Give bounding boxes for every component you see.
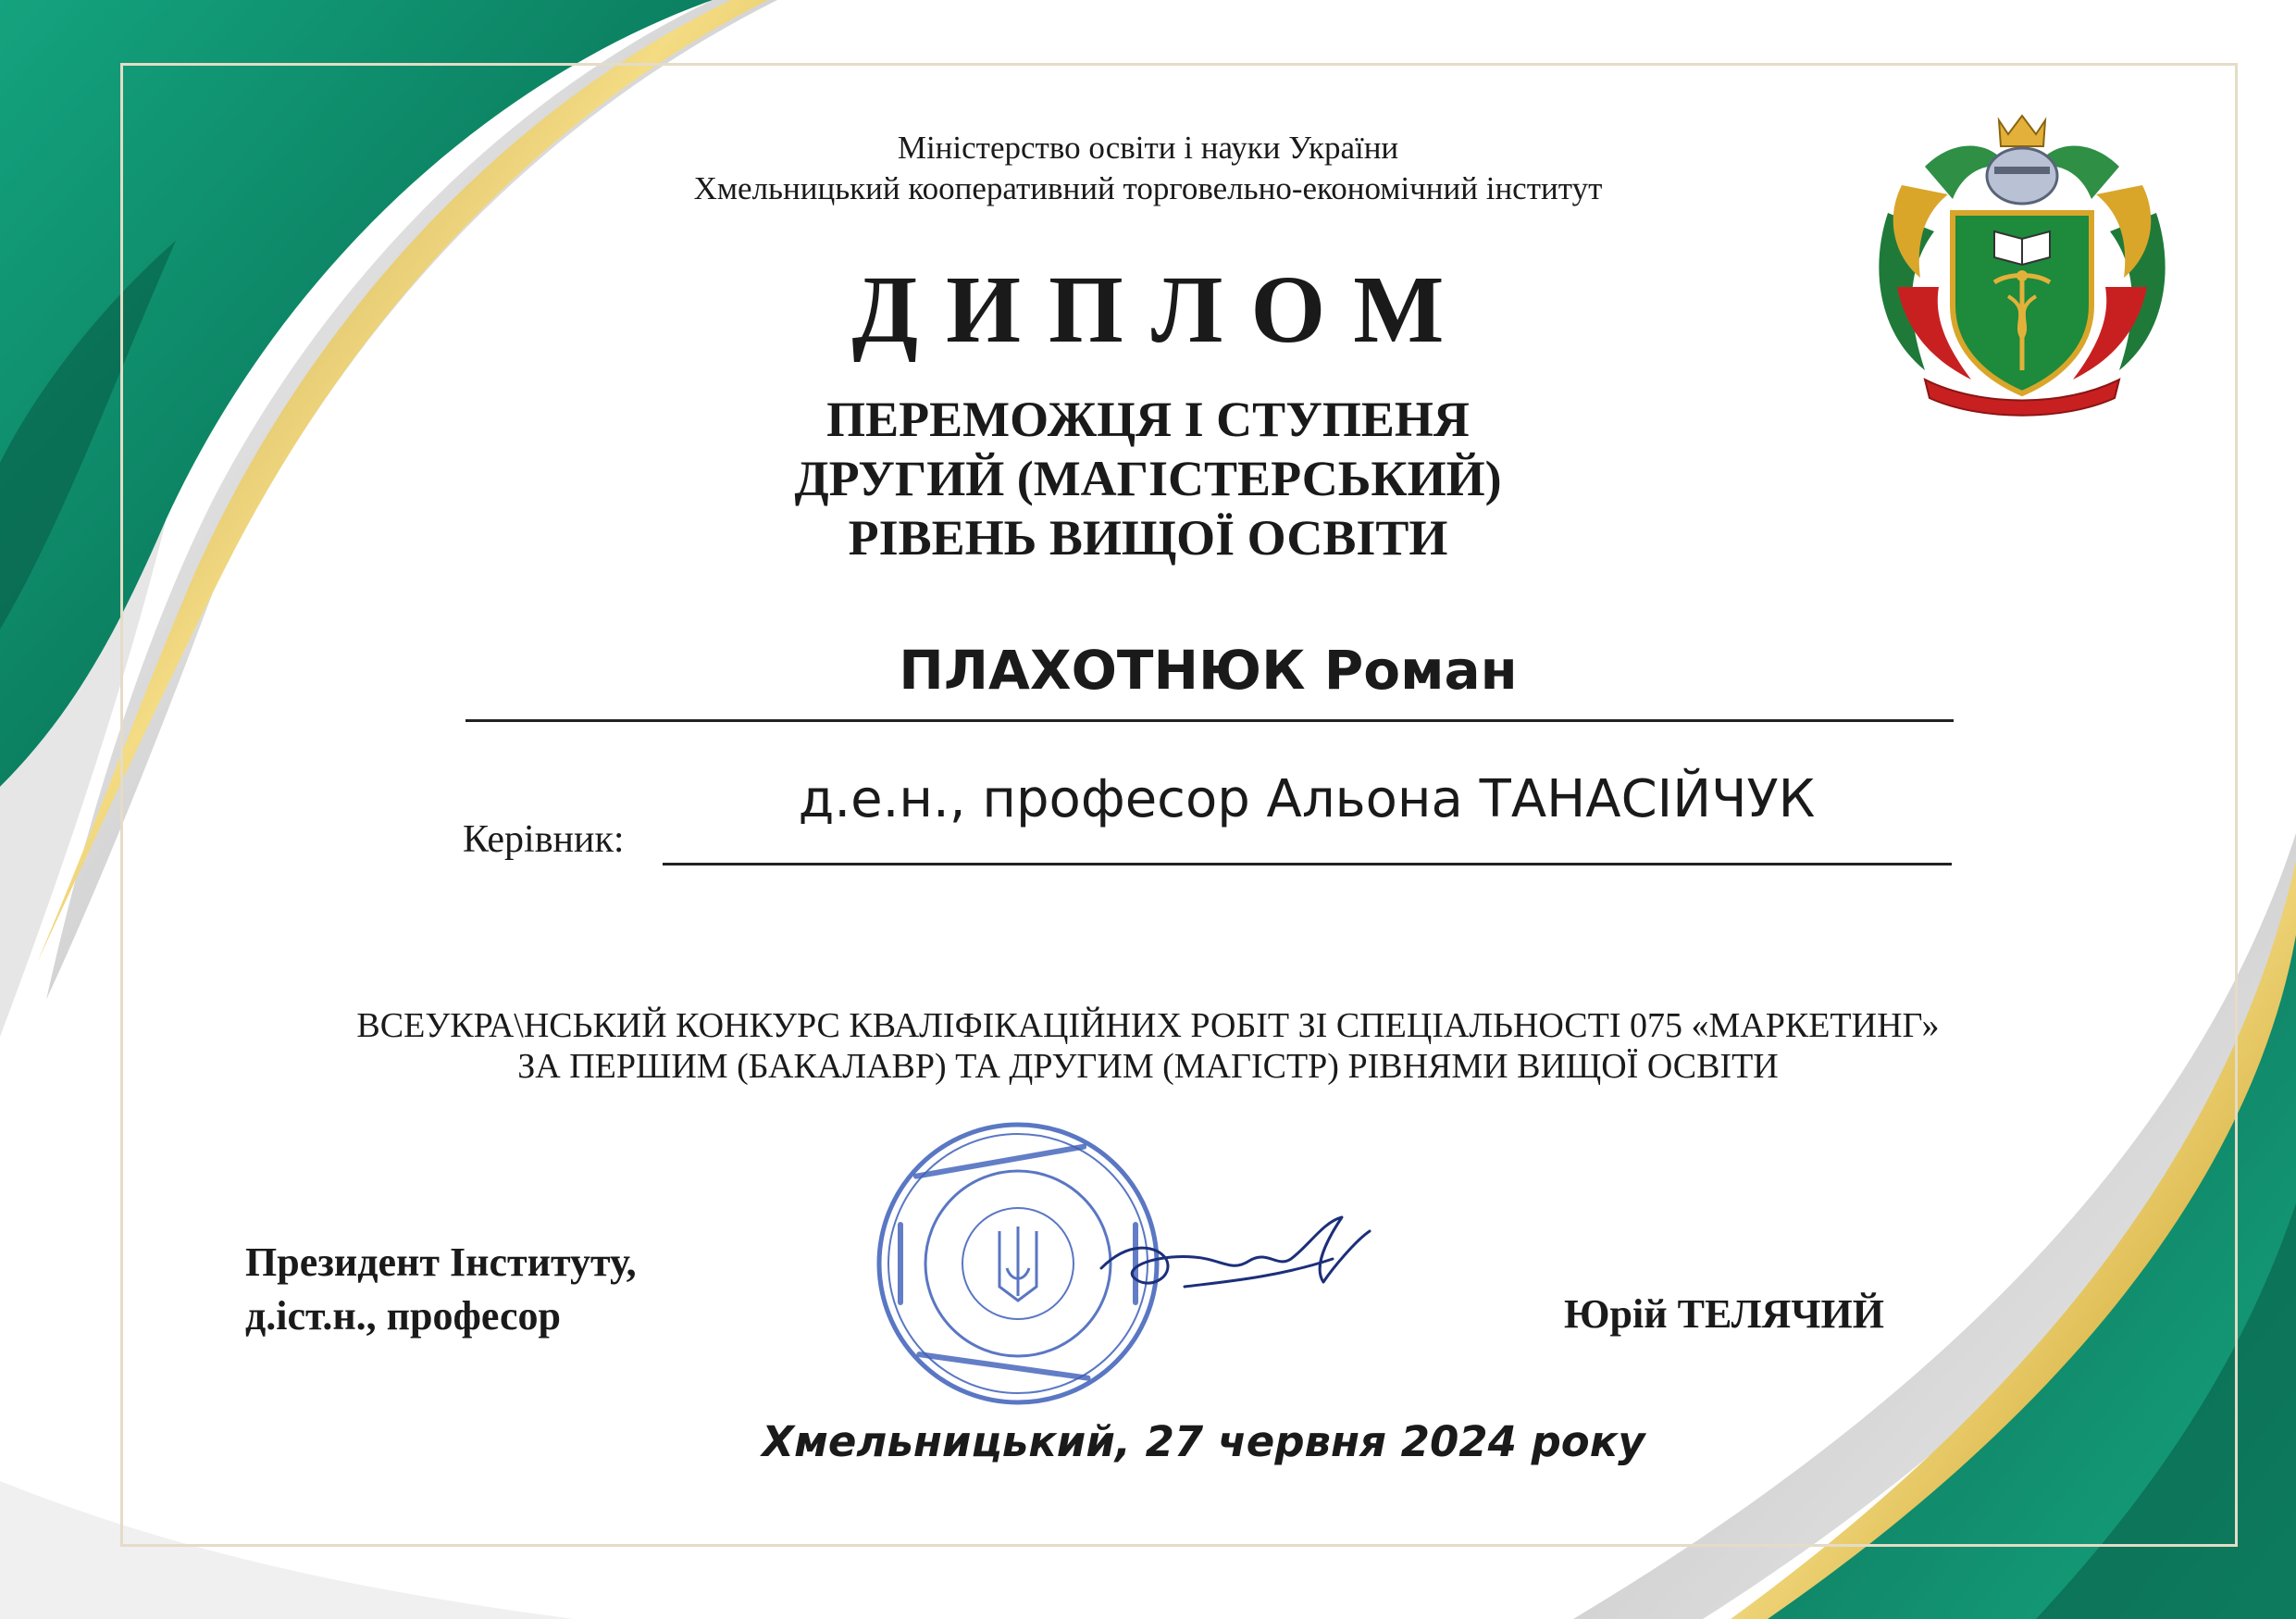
winner-name: ПЛАХОТНЮК Роман — [899, 639, 1518, 702]
competition-line-1: ВСЕУКРА\НСЬКИЙ КОНКУРС КВАЛІФІКАЦІЙНИХ РОБІТ ЗІ СПЕЦІАЛЬНОСТІ 075 «МАРКЕТИНГ» — [356, 1006, 1940, 1045]
winner-name-underline — [465, 719, 1954, 722]
document-title: ДИПЛОМ — [851, 256, 1472, 363]
award-line-2: ДРУГИЙ (МАГІСТЕРСЬКИЙ) — [794, 451, 1502, 506]
supervisor-underline — [663, 863, 1952, 866]
signatory-degree: д.іст.н., професор — [245, 1293, 561, 1339]
place-and-date: Хмельницький, 27 червня 2024 року — [762, 1417, 1645, 1466]
institute-name: Хмельницький кооперативний торговельно-економічний інститут — [693, 170, 1603, 206]
award-line-3: РІВЕНЬ ВИЩОЇ ОСВІТИ — [848, 510, 1448, 566]
supervisor-label: Керівник: — [463, 818, 625, 861]
competition-line-2: ЗА ПЕРШИМ (БАКАЛАВР) ТА ДРУГИМ (МАГІСТР) РІВНЯМИ ВИЩОЇ ОСВІТИ — [517, 1047, 1779, 1086]
signatory-title: Президент Інституту, — [245, 1239, 637, 1285]
signatory-name: Юрій ТЕЛЯЧИЙ — [1564, 1291, 1885, 1337]
ministry-name: Міністерство освіти і науки України — [897, 130, 1399, 166]
supervisor-value: д.е.н., професор Альона ТАНАСІЙЧУК — [798, 769, 1816, 829]
president-signature — [1092, 1203, 1388, 1324]
award-line-1: ПЕРЕМОЖЦЯ І СТУПЕНЯ — [826, 392, 1470, 447]
